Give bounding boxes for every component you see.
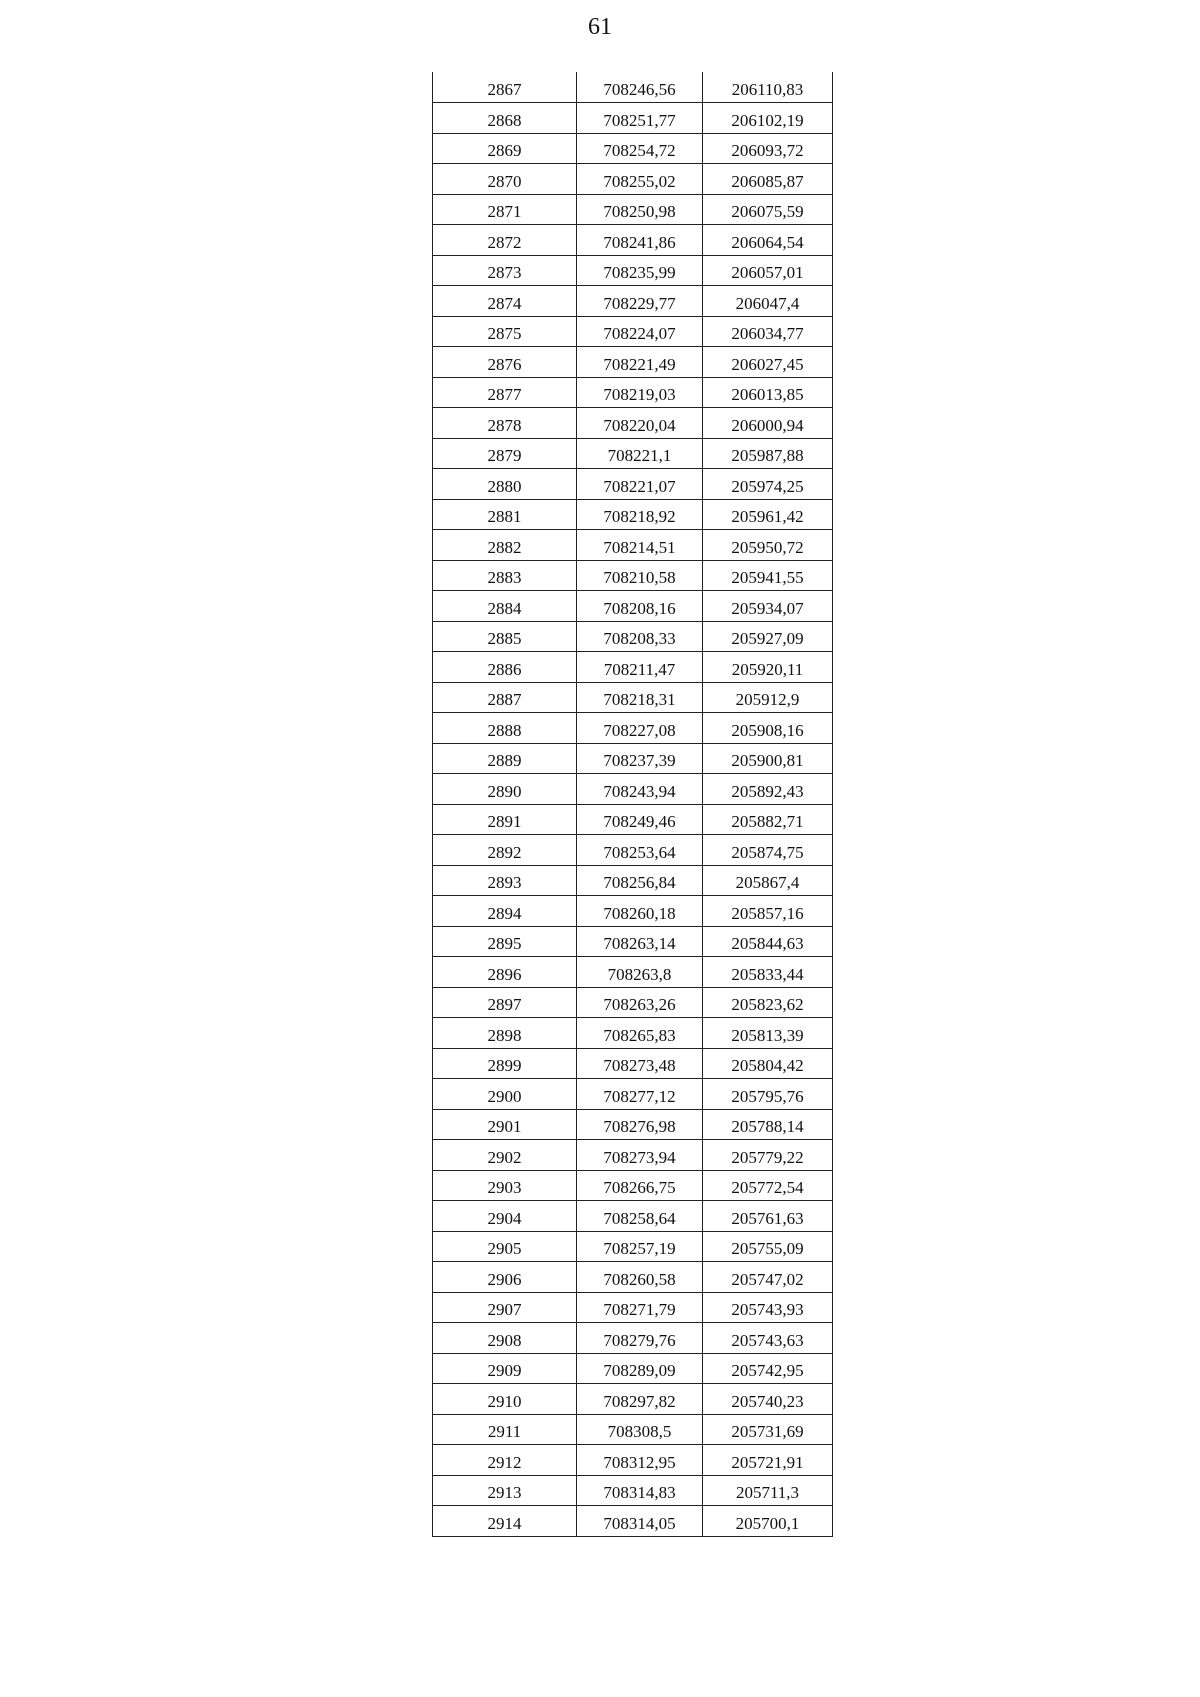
table-row	[433, 347, 833, 378]
y-coordinate-cell: 205731,69	[703, 1414, 833, 1445]
x-coordinate-cell: 708265,83	[577, 1018, 703, 1049]
table-row	[433, 743, 833, 774]
y-coordinate-cell: 205700,1	[703, 1506, 833, 1537]
table-row	[433, 438, 833, 469]
table-row	[433, 469, 833, 500]
point-number-cell: 2876	[433, 347, 577, 378]
y-coordinate-cell: 205711,3	[703, 1475, 833, 1506]
x-coordinate-cell: 708214,51	[577, 530, 703, 561]
point-number-cell: 2895	[433, 926, 577, 957]
point-number-cell: 2880	[433, 469, 577, 500]
table-row	[433, 926, 833, 957]
table-row	[433, 1109, 833, 1140]
point-number-cell: 2874	[433, 286, 577, 317]
table-row	[433, 1292, 833, 1323]
y-coordinate-cell: 205941,55	[703, 560, 833, 591]
point-number-cell: 2884	[433, 591, 577, 622]
x-coordinate-cell: 708210,58	[577, 560, 703, 591]
x-coordinate-cell: 708251,77	[577, 103, 703, 134]
x-coordinate-cell: 708273,94	[577, 1140, 703, 1171]
y-coordinate-cell: 206075,59	[703, 194, 833, 225]
x-coordinate-cell: 708243,94	[577, 774, 703, 805]
x-coordinate-cell: 708246,56	[577, 72, 703, 103]
point-number-cell: 2885	[433, 621, 577, 652]
point-number-cell: 2904	[433, 1201, 577, 1232]
x-coordinate-cell: 708253,64	[577, 835, 703, 866]
table-row	[433, 1384, 833, 1415]
point-number-cell: 2909	[433, 1353, 577, 1384]
x-coordinate-cell: 708263,8	[577, 957, 703, 988]
table-row	[433, 1170, 833, 1201]
y-coordinate-cell: 205857,16	[703, 896, 833, 927]
x-coordinate-cell: 708263,14	[577, 926, 703, 957]
point-number-cell: 2873	[433, 255, 577, 286]
table-row	[433, 835, 833, 866]
table-row	[433, 1323, 833, 1354]
table-row	[433, 957, 833, 988]
x-coordinate-cell: 708235,99	[577, 255, 703, 286]
y-coordinate-cell: 205987,88	[703, 438, 833, 469]
point-number-cell: 2906	[433, 1262, 577, 1293]
table-row	[433, 1353, 833, 1384]
y-coordinate-cell: 205779,22	[703, 1140, 833, 1171]
y-coordinate-cell: 205788,14	[703, 1109, 833, 1140]
table-row	[433, 1048, 833, 1079]
y-coordinate-cell: 206064,54	[703, 225, 833, 256]
x-coordinate-cell: 708218,31	[577, 682, 703, 713]
y-coordinate-cell: 205755,09	[703, 1231, 833, 1262]
point-number-cell: 2889	[433, 743, 577, 774]
x-coordinate-cell: 708224,07	[577, 316, 703, 347]
x-coordinate-cell: 708257,19	[577, 1231, 703, 1262]
x-coordinate-cell: 708308,5	[577, 1414, 703, 1445]
y-coordinate-cell: 205934,07	[703, 591, 833, 622]
table-row	[433, 316, 833, 347]
x-coordinate-cell: 708241,86	[577, 225, 703, 256]
point-number-cell: 2894	[433, 896, 577, 927]
table-row	[433, 225, 833, 256]
x-coordinate-cell: 708312,95	[577, 1445, 703, 1476]
table-row	[433, 164, 833, 195]
table-row	[433, 1506, 833, 1537]
x-coordinate-cell: 708260,58	[577, 1262, 703, 1293]
point-number-cell: 2867	[433, 72, 577, 103]
x-coordinate-cell: 708263,26	[577, 987, 703, 1018]
point-number-cell: 2902	[433, 1140, 577, 1171]
point-number-cell: 2896	[433, 957, 577, 988]
y-coordinate-cell: 206000,94	[703, 408, 833, 439]
y-coordinate-cell: 205927,09	[703, 621, 833, 652]
point-number-cell: 2903	[433, 1170, 577, 1201]
y-coordinate-cell: 206085,87	[703, 164, 833, 195]
point-number-cell: 2897	[433, 987, 577, 1018]
table-row	[433, 377, 833, 408]
point-number-cell: 2893	[433, 865, 577, 896]
table-row	[433, 133, 833, 164]
y-coordinate-cell: 206110,83	[703, 72, 833, 103]
y-coordinate-cell: 205747,02	[703, 1262, 833, 1293]
point-number-cell: 2891	[433, 804, 577, 835]
y-coordinate-cell: 206013,85	[703, 377, 833, 408]
point-number-cell: 2913	[433, 1475, 577, 1506]
table-row	[433, 713, 833, 744]
x-coordinate-cell: 708277,12	[577, 1079, 703, 1110]
table-row	[433, 72, 833, 103]
point-number-cell: 2907	[433, 1292, 577, 1323]
point-number-cell: 2886	[433, 652, 577, 683]
point-number-cell: 2879	[433, 438, 577, 469]
y-coordinate-cell: 205867,4	[703, 865, 833, 896]
y-coordinate-cell: 205874,75	[703, 835, 833, 866]
y-coordinate-cell: 205804,42	[703, 1048, 833, 1079]
y-coordinate-cell: 205740,23	[703, 1384, 833, 1415]
point-number-cell: 2868	[433, 103, 577, 134]
y-coordinate-cell: 205761,63	[703, 1201, 833, 1232]
y-coordinate-cell: 206027,45	[703, 347, 833, 378]
table-row	[433, 774, 833, 805]
y-coordinate-cell: 205743,63	[703, 1323, 833, 1354]
x-coordinate-cell: 708250,98	[577, 194, 703, 225]
table-row	[433, 1079, 833, 1110]
point-number-cell: 2877	[433, 377, 577, 408]
point-number-cell: 2870	[433, 164, 577, 195]
x-coordinate-cell: 708221,07	[577, 469, 703, 500]
point-number-cell: 2899	[433, 1048, 577, 1079]
x-coordinate-cell: 708227,08	[577, 713, 703, 744]
x-coordinate-cell: 708219,03	[577, 377, 703, 408]
point-number-cell: 2914	[433, 1506, 577, 1537]
y-coordinate-cell: 205844,63	[703, 926, 833, 957]
point-number-cell: 2883	[433, 560, 577, 591]
x-coordinate-cell: 708255,02	[577, 164, 703, 195]
x-coordinate-cell: 708314,83	[577, 1475, 703, 1506]
x-coordinate-cell: 708218,92	[577, 499, 703, 530]
point-number-cell: 2875	[433, 316, 577, 347]
y-coordinate-cell: 205920,11	[703, 652, 833, 683]
point-number-cell: 2878	[433, 408, 577, 439]
y-coordinate-cell: 205892,43	[703, 774, 833, 805]
x-coordinate-cell: 708273,48	[577, 1048, 703, 1079]
x-coordinate-cell: 708266,75	[577, 1170, 703, 1201]
point-number-cell: 2908	[433, 1323, 577, 1354]
table-row	[433, 804, 833, 835]
x-coordinate-cell: 708229,77	[577, 286, 703, 317]
y-coordinate-cell: 205721,91	[703, 1445, 833, 1476]
x-coordinate-cell: 708221,1	[577, 438, 703, 469]
point-number-cell: 2900	[433, 1079, 577, 1110]
y-coordinate-cell: 205742,95	[703, 1353, 833, 1384]
table-row	[433, 682, 833, 713]
point-number-cell: 2888	[433, 713, 577, 744]
x-coordinate-cell: 708237,39	[577, 743, 703, 774]
y-coordinate-cell: 205772,54	[703, 1170, 833, 1201]
y-coordinate-cell: 205912,9	[703, 682, 833, 713]
y-coordinate-cell: 205882,71	[703, 804, 833, 835]
x-coordinate-cell: 708276,98	[577, 1109, 703, 1140]
page-number: 61	[588, 14, 612, 40]
point-number-cell: 2912	[433, 1445, 577, 1476]
table-row	[433, 1445, 833, 1476]
y-coordinate-cell: 206034,77	[703, 316, 833, 347]
point-number-cell: 2905	[433, 1231, 577, 1262]
table-row	[433, 865, 833, 896]
point-number-cell: 2901	[433, 1109, 577, 1140]
x-coordinate-cell: 708271,79	[577, 1292, 703, 1323]
point-number-cell: 2881	[433, 499, 577, 530]
y-coordinate-cell: 205743,93	[703, 1292, 833, 1323]
x-coordinate-cell: 708221,49	[577, 347, 703, 378]
x-coordinate-cell: 708211,47	[577, 652, 703, 683]
x-coordinate-cell: 708208,16	[577, 591, 703, 622]
y-coordinate-cell: 205950,72	[703, 530, 833, 561]
table-row	[433, 1201, 833, 1232]
x-coordinate-cell: 708289,09	[577, 1353, 703, 1384]
table-row	[433, 499, 833, 530]
point-number-cell: 2869	[433, 133, 577, 164]
x-coordinate-cell: 708220,04	[577, 408, 703, 439]
point-number-cell: 2898	[433, 1018, 577, 1049]
point-number-cell: 2872	[433, 225, 577, 256]
y-coordinate-cell: 205833,44	[703, 957, 833, 988]
table-row	[433, 1140, 833, 1171]
point-number-cell: 2910	[433, 1384, 577, 1415]
table-row	[433, 194, 833, 225]
y-coordinate-cell: 206093,72	[703, 133, 833, 164]
x-coordinate-cell: 708314,05	[577, 1506, 703, 1537]
point-number-cell: 2882	[433, 530, 577, 561]
table-row	[433, 987, 833, 1018]
x-coordinate-cell: 708258,64	[577, 1201, 703, 1232]
table-row	[433, 560, 833, 591]
x-coordinate-cell: 708260,18	[577, 896, 703, 927]
table-row	[433, 896, 833, 927]
table-row	[433, 103, 833, 134]
table-row	[433, 652, 833, 683]
y-coordinate-cell: 205813,39	[703, 1018, 833, 1049]
table-row	[433, 1262, 833, 1293]
point-number-cell: 2892	[433, 835, 577, 866]
y-coordinate-cell: 205974,25	[703, 469, 833, 500]
y-coordinate-cell: 205823,62	[703, 987, 833, 1018]
y-coordinate-cell: 206047,4	[703, 286, 833, 317]
table-row	[433, 1475, 833, 1506]
point-number-cell: 2887	[433, 682, 577, 713]
x-coordinate-cell: 708256,84	[577, 865, 703, 896]
table-row	[433, 621, 833, 652]
x-coordinate-cell: 708249,46	[577, 804, 703, 835]
x-coordinate-cell: 708297,82	[577, 1384, 703, 1415]
y-coordinate-cell: 205961,42	[703, 499, 833, 530]
table-row	[433, 1231, 833, 1262]
table-row	[433, 408, 833, 439]
coordinates-table	[432, 72, 833, 1537]
point-number-cell: 2871	[433, 194, 577, 225]
table-row	[433, 530, 833, 561]
y-coordinate-cell: 206102,19	[703, 103, 833, 134]
y-coordinate-cell: 206057,01	[703, 255, 833, 286]
table-row	[433, 255, 833, 286]
coordinates-table-body	[433, 72, 833, 1536]
table-row	[433, 591, 833, 622]
x-coordinate-cell: 708279,76	[577, 1323, 703, 1354]
x-coordinate-cell: 708208,33	[577, 621, 703, 652]
table-row	[433, 1018, 833, 1049]
point-number-cell: 2890	[433, 774, 577, 805]
table-row	[433, 286, 833, 317]
table-row	[433, 1414, 833, 1445]
y-coordinate-cell: 205900,81	[703, 743, 833, 774]
point-number-cell: 2911	[433, 1414, 577, 1445]
y-coordinate-cell: 205908,16	[703, 713, 833, 744]
x-coordinate-cell: 708254,72	[577, 133, 703, 164]
y-coordinate-cell: 205795,76	[703, 1079, 833, 1110]
